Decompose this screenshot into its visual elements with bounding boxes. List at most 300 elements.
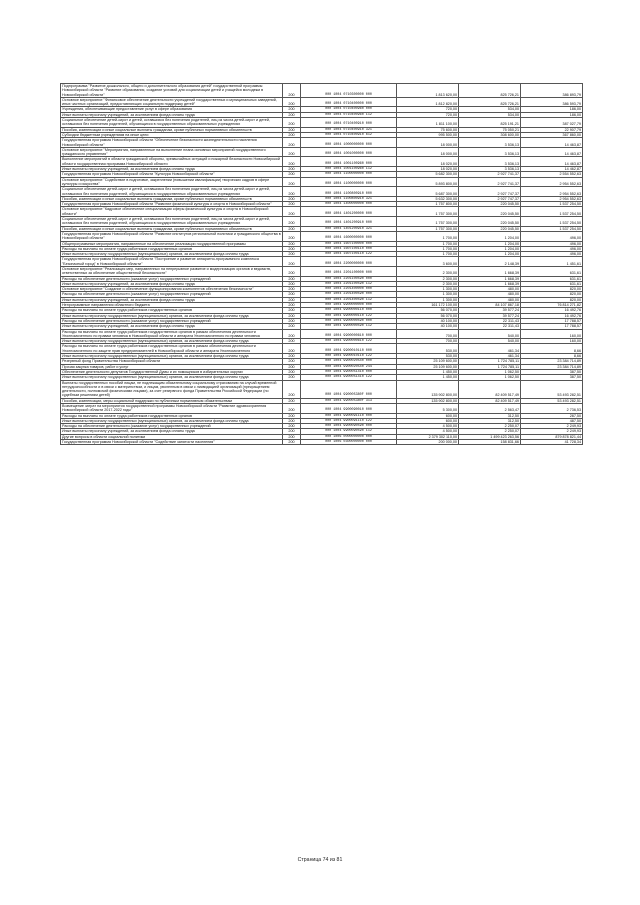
cell-grbs-code: 200 bbox=[283, 177, 301, 187]
cell-name: Подпрограмма "Развитие дошкольного, общего и дополнительного образования детей" государственной программы Новосибирской области "Развитие образования, создание условий для социализации детей и учащейся молодежи в Новосибирской области" bbox=[61, 84, 283, 98]
table-row bbox=[61, 118, 583, 128]
cell-executed: 1 499 423 263,56 bbox=[459, 434, 521, 439]
cell-approved: 4 500,00 bbox=[397, 424, 459, 429]
cell-budget-code: 000 1004 9900000110 000 bbox=[301, 308, 397, 313]
cell-remaining: 1 451,61 bbox=[521, 257, 583, 267]
cell-remaining: 14 463,87 bbox=[521, 157, 583, 167]
cell-budget-code: 000 1004 9900090010 000 bbox=[301, 404, 397, 414]
cell-executed: 220 045,50 bbox=[459, 207, 521, 217]
cell-executed: 1 204,00 bbox=[459, 252, 521, 257]
cell-executed: 2 250,07 bbox=[459, 429, 521, 434]
cell-name: Расходы на обеспечение деятельности (оказание услуг) государственных учреждений bbox=[61, 276, 283, 281]
cell-executed: 461,34 bbox=[459, 344, 521, 354]
cell-name: Выполнение мероприятий в области гражданской обороны, чрезвычайных ситуаций и пожарной безопасности Новосибирской области государственная программа Новосибирской области bbox=[61, 157, 283, 167]
cell-executed: 1 062,50 bbox=[459, 369, 521, 374]
cell-name: Иные выплаты персоналу учреждений, за исключением фонда оплаты труда bbox=[61, 324, 283, 329]
cell-approved: 135 902 800,00 bbox=[397, 380, 459, 398]
cell-executed: 534,00 bbox=[459, 107, 521, 112]
cell-grbs-code: 200 bbox=[283, 196, 301, 201]
cell-approved: 2 300,00 bbox=[397, 281, 459, 286]
cell-executed: 2 927 741,37 bbox=[459, 172, 521, 177]
table-row bbox=[61, 157, 583, 167]
budget-execution-table bbox=[60, 83, 583, 445]
cell-grbs-code: 200 bbox=[283, 167, 301, 172]
cell-name: Иные выплаты персоналу учреждений, за исключением фонда оплаты труда bbox=[61, 167, 283, 172]
cell-budget-code: 000 1004 9900000610 000 bbox=[301, 329, 397, 339]
cell-approved: 3 600,00 bbox=[397, 257, 459, 267]
cell-name: Основное мероприятие "Содействие в подготовке, закреплении (повышении квалификации) творческих кадров в сфере культуры и искусства" bbox=[61, 177, 283, 187]
cell-name: Основное мероприятие "Финансовое обеспечение деятельности учреждений государственных и муниципальных заведений, иных частных организаций, предоставляющих социальную поддержку детей" bbox=[61, 97, 283, 107]
cell-remaining: 879 878 821,44 bbox=[521, 434, 583, 439]
cell-executed: 75 050,21 bbox=[459, 127, 521, 132]
cell-budget-code: 000 1004 9900091110 000 bbox=[301, 413, 397, 418]
cell-name: Иные выплаты персоналу учреждений, за исключением фонда оплаты труда bbox=[61, 112, 283, 117]
cell-remaining: 631,61 bbox=[521, 266, 583, 276]
cell-budget-code: 000 1004 2201400000 000 bbox=[301, 287, 397, 292]
cell-grbs-code: 200 bbox=[283, 97, 301, 107]
cell-executed: 2 927 747,37 bbox=[459, 187, 521, 197]
cell-budget-code: 000 1004 9900000610 122 bbox=[301, 339, 397, 344]
cell-approved: 1 450,00 bbox=[397, 375, 459, 380]
cell-executed: 1 204,00 bbox=[459, 241, 521, 246]
table-row bbox=[61, 207, 583, 217]
cell-remaining: 1 537 254,50 bbox=[521, 202, 583, 207]
cell-approved: 25 109 600,00 bbox=[397, 359, 459, 364]
cell-approved: 18 000,00 bbox=[397, 138, 459, 148]
cell-grbs-code: 200 bbox=[283, 369, 301, 374]
cell-name: Расходы на обеспечение деятельности (оказание услуг) государственных учреждений bbox=[61, 292, 283, 297]
cell-remaining: 287,50 bbox=[521, 413, 583, 418]
cell-grbs-code: 200 bbox=[283, 318, 301, 323]
cell-budget-code: 000 1004 1401200910 321 bbox=[301, 226, 397, 231]
cell-budget-code: 000 1004 9900000590 112 bbox=[301, 324, 397, 329]
cell-grbs-code: 200 bbox=[283, 276, 301, 281]
cell-grbs-code: 200 bbox=[283, 127, 301, 132]
cell-remaining: 386 593,79 bbox=[521, 97, 583, 107]
cell-name: Непрограммные направления областного бюджета bbox=[61, 303, 283, 308]
cell-name: Государственная программа Новосибирской области "Построение и развитие аппаратно-программного комплекса "Безопасный город" в Новосибирской области" bbox=[61, 257, 283, 267]
table-row bbox=[61, 266, 583, 276]
cell-name: Государственная программа Новосибирской области "Обеспечение безопасности жизнедеятельности населения Новосибирской области" bbox=[61, 138, 283, 148]
cell-remaining: 1 537 254,50 bbox=[521, 217, 583, 227]
cell-executed: 220 045,50 bbox=[459, 217, 521, 227]
cell-budget-code: 000 1004 2201100590 112 bbox=[301, 281, 397, 286]
cell-remaining: 1 537 254,50 bbox=[521, 207, 583, 217]
cell-approved: 4 500,00 bbox=[397, 429, 459, 434]
cell-executed: 480,00 bbox=[459, 287, 521, 292]
cell-name: Расходы на выплаты по оплате труда работников государственных органов bbox=[61, 246, 283, 251]
cell-remaining: 2 954 552,63 bbox=[521, 196, 583, 201]
cell-budget-code: 000 1004 9900010110 122 bbox=[301, 354, 397, 359]
cell-approved: 1 757 300,00 bbox=[397, 226, 459, 231]
cell-approved: 1 300,00 bbox=[397, 292, 459, 297]
cell-remaining: 76 814 271,82 bbox=[521, 303, 583, 308]
cell-name: Расходы на выплаты по оплате труда работников государственных органов в рамках обеспечения деятельности Уполномоченного по защите прав предпринимателей в Новосибирской области и аппарата Уполномоченного bbox=[61, 344, 283, 354]
cell-remaining: 186,00 bbox=[521, 107, 583, 112]
cell-remaining: 496,00 bbox=[521, 252, 583, 257]
table-row bbox=[61, 344, 583, 354]
cell-executed: 84 107 867,18 bbox=[459, 303, 521, 308]
cell-grbs-code: 200 bbox=[283, 252, 301, 257]
cell-budget-code: 000 1004 1001000000 000 bbox=[301, 147, 397, 157]
cell-remaining: 2 554 552,63 bbox=[521, 172, 583, 177]
cell-grbs-code: 200 bbox=[283, 434, 301, 439]
cell-name: Социальное обеспечение детей-сирот и детей, оставшихся без попечения родителей, лиц из числа детей-сирот и детей, оставшихся без попечения родителей, обучающихся в государственных образовательных учреждениях bbox=[61, 217, 283, 227]
table-row bbox=[61, 217, 583, 227]
cell-executed: 480,00 bbox=[459, 297, 521, 302]
cell-budget-code: 000 1004 9900090590 112 bbox=[301, 429, 397, 434]
cell-approved: 2 300,00 bbox=[397, 266, 459, 276]
cell-name: Возмещение затрат на мероприятия государственной программы Новосибирской области "Развитие здравоохранения Новосибирской области 2017-2022 годы" bbox=[61, 404, 283, 414]
cell-remaining: 386 893,79 bbox=[521, 84, 583, 98]
cell-budget-code: 000 1006 0000000000 000 bbox=[301, 434, 397, 439]
cell-approved: 18 020,00 bbox=[397, 157, 459, 167]
cell-remaining: 17 788,57 bbox=[521, 324, 583, 329]
cell-executed: 825 726,21 bbox=[459, 84, 521, 98]
cell-approved: 5 300,00 bbox=[397, 404, 459, 414]
cell-approved: 1 757 800,00 bbox=[397, 202, 459, 207]
cell-name: Иные выплаты персоналу государственных (муниципальных) органов, за исключением фонда оплаты труда bbox=[61, 339, 283, 344]
cell-remaining: 23 384 714,89 bbox=[521, 364, 583, 369]
cell-grbs-code: 200 bbox=[283, 292, 301, 297]
cell-grbs-code: 200 bbox=[283, 303, 301, 308]
cell-executed: 1 668,39 bbox=[459, 276, 521, 281]
cell-executed: 2 927 747,37 bbox=[459, 196, 521, 201]
cell-budget-code: 000 1004 9900020540 244 bbox=[301, 364, 397, 369]
cell-remaining: 496,00 bbox=[521, 246, 583, 251]
table-body bbox=[61, 84, 583, 445]
cell-executed: 82 409 517,49 bbox=[459, 380, 521, 398]
table-row bbox=[61, 138, 583, 148]
cell-name: Другие вопросы в области социальной политики bbox=[61, 434, 283, 439]
cell-budget-code: 000 1004 0710400000 000 bbox=[301, 97, 397, 107]
cell-approved: 1 757 300,00 bbox=[397, 207, 459, 217]
cell-remaining: 14 463,87 bbox=[521, 138, 583, 148]
cell-grbs-code: 200 bbox=[283, 281, 301, 286]
cell-executed: 3 536,13 bbox=[459, 147, 521, 157]
cell-name: Пособия, компенсации и иные социальные выплаты гражданам, кроме публичных нормативных обязательств bbox=[61, 226, 283, 231]
table-row bbox=[61, 97, 583, 107]
cell-approved: 1 812 820,00 bbox=[397, 97, 459, 107]
cell-executed: 39 577,24 bbox=[459, 313, 521, 318]
cell-approved: 1 700,00 bbox=[397, 252, 459, 257]
cell-approved: 18 020,00 bbox=[397, 167, 459, 172]
cell-name: Социальное обеспечение детей-сирот и детей, оставшихся без попечения родителей, лиц из числа детей-сирот и детей, оставшихся без попечения родителей, обучающихся в государственных образовательных учреждениях bbox=[61, 118, 283, 128]
cell-remaining: 14 462,87 bbox=[521, 167, 583, 172]
cell-grbs-code: 200 bbox=[283, 231, 301, 241]
cell-name: Иные выплаты персоналу государственных (муниципальных) органов, за исключением фонда оплаты труда bbox=[61, 354, 283, 359]
cell-grbs-code: 200 bbox=[283, 132, 301, 137]
cell-approved: 1 700,00 bbox=[397, 231, 459, 241]
cell-budget-code: 000 1004 9900000000 000 bbox=[301, 303, 397, 308]
cell-remaining: 631,61 bbox=[521, 276, 583, 281]
cell-executed: 825 191,21 bbox=[459, 118, 521, 128]
cell-remaining: 387 027,79 bbox=[521, 118, 583, 128]
table-row bbox=[61, 329, 583, 339]
cell-budget-code: 000 1004 990005380F 313 bbox=[301, 398, 397, 403]
cell-budget-code: 000 1004 0710400910 612 bbox=[301, 132, 397, 137]
cell-remaining: 23 384 714,89 bbox=[521, 359, 583, 364]
cell-grbs-code: 200 bbox=[283, 157, 301, 167]
cell-approved: 5 687 300,00 bbox=[397, 187, 459, 197]
cell-grbs-code: 200 bbox=[283, 187, 301, 197]
cell-name: Пособия, компенсации и иные социальные выплаты гражданам, кроме публичных нормативных обязательств bbox=[61, 127, 283, 132]
cell-budget-code: 000 1004 2200000000 000 bbox=[301, 257, 397, 267]
cell-approved: 5 632 300,00 bbox=[397, 196, 459, 201]
cell-approved: 1 757 300,00 bbox=[397, 217, 459, 227]
table-row bbox=[61, 257, 583, 267]
cell-executed: 158 831,66 bbox=[459, 440, 521, 445]
cell-grbs-code: 200 bbox=[283, 413, 301, 418]
cell-remaining: 820,00 bbox=[521, 292, 583, 297]
cell-executed: 312,50 bbox=[459, 413, 521, 418]
cell-remaining: 820,00 bbox=[521, 287, 583, 292]
cell-remaining: 820,00 bbox=[521, 297, 583, 302]
cell-executed: 540,00 bbox=[459, 329, 521, 339]
cell-approved: 2 300,00 bbox=[397, 276, 459, 281]
cell-budget-code: 000 1004 0710300000 000 bbox=[301, 84, 397, 98]
cell-name: Иные выплаты персоналу государственных (муниципальных) органов, за исключением фонда оплаты труда bbox=[61, 252, 283, 257]
cell-executed: 308 600,00 bbox=[459, 132, 521, 137]
cell-approved: 720,00 bbox=[397, 107, 459, 112]
cell-grbs-code: 200 bbox=[283, 118, 301, 128]
cell-approved: 1 811 100,00 bbox=[397, 118, 459, 128]
cell-budget-code: 000 1004 0710400960 112 bbox=[301, 112, 397, 117]
cell-grbs-code: 200 bbox=[283, 246, 301, 251]
cell-name: Государственная программа Новосибирской области "Развитие институтов региональной политики и гражданского общества в Новосибирской области" bbox=[62, 231, 281, 241]
cell-budget-code: 000 1004 2201400590 000 bbox=[301, 292, 397, 297]
cell-executed: 22 311,43 bbox=[459, 324, 521, 329]
cell-remaining: 41 728,34 bbox=[521, 440, 583, 445]
table-row bbox=[61, 231, 583, 241]
cell-budget-code: 000 1004 1607100000 000 bbox=[301, 241, 397, 246]
cell-approved: 700,00 bbox=[397, 339, 459, 344]
cell-approved: 530,00 bbox=[397, 344, 459, 354]
cell-remaining: 16 492,76 bbox=[521, 308, 583, 313]
cell-approved: 75 600,00 bbox=[397, 127, 459, 132]
cell-grbs-code: 200 bbox=[283, 112, 301, 117]
cell-grbs-code: 200 bbox=[283, 364, 301, 369]
cell-name: Иные выплаты персоналу государственных (муниципальных) органов, за исключением фонда оплаты труда bbox=[61, 375, 283, 380]
cell-budget-code: 000 1004 1000000000 000 bbox=[301, 138, 397, 148]
cell-budget-code: 000 1004 9900010110 000 bbox=[301, 344, 397, 354]
cell-approved: 700,00 bbox=[397, 329, 459, 339]
cell-name: Основное мероприятие "Мероприятия, направленные на выполнение плана основных мероприятий государственного гражданского управления" bbox=[61, 147, 283, 157]
cell-grbs-code: 200 bbox=[283, 257, 301, 267]
cell-grbs-code: 200 bbox=[283, 404, 301, 414]
cell-grbs-code: 200 bbox=[283, 241, 301, 246]
cell-name: Государственная программа Новосибирской области "Культура Новосибирской области" bbox=[61, 172, 283, 177]
cell-remaining: 53 493 282,51 bbox=[521, 398, 583, 403]
cell-budget-code: 000 1004 1607100110 000 bbox=[301, 246, 397, 251]
cell-budget-code: 000 1004 1600000000 000 bbox=[301, 231, 397, 241]
cell-approved: 56 070,00 bbox=[397, 308, 459, 313]
cell-budget-code: 000 1004 1400000000 000 bbox=[301, 202, 397, 207]
cell-grbs-code: 200 bbox=[283, 398, 301, 403]
cell-executed: 312,50 bbox=[459, 418, 521, 423]
cell-grbs-code: 200 bbox=[283, 440, 301, 445]
cell-name: Социальное обеспечение детей-сирот и детей, оставшихся без попечения родителей, лиц из числа детей-сирот и детей, оставшихся без попечения родителей, обучающихся в государственных образовательных учреждениях bbox=[61, 187, 283, 197]
cell-name: Иные выплаты персоналу учреждений, за исключением фонда оплаты труда bbox=[61, 281, 283, 286]
cell-approved: 1 300,00 bbox=[397, 297, 459, 302]
cell-remaining: 2 249,93 bbox=[521, 424, 583, 429]
cell-budget-code: 000 1004 1401200000 000 bbox=[301, 207, 397, 217]
cell-remaining: 2 954 552,63 bbox=[521, 177, 583, 187]
cell-budget-code: 000 1004 1001100960 112 bbox=[301, 167, 397, 172]
cell-grbs-code: 200 bbox=[283, 172, 301, 177]
cell-name: Расходы на выплаты по оплате труда работников государственных органов bbox=[61, 413, 283, 418]
cell-budget-code: 000 1004 9900091110 122 bbox=[301, 418, 397, 423]
cell-executed: 220 045,50 bbox=[459, 202, 521, 207]
cell-executed: 461,34 bbox=[459, 354, 521, 359]
cell-remaining: 2 954 552,63 bbox=[521, 187, 583, 197]
cell-executed: 480,00 bbox=[459, 292, 521, 297]
cell-budget-code: 000 1004 9900090590 000 bbox=[301, 424, 397, 429]
cell-executed: 1 668,39 bbox=[459, 281, 521, 286]
table-row bbox=[61, 380, 583, 398]
cell-approved: 161 172 100,00 bbox=[397, 303, 459, 308]
cell-approved: 1 300,00 bbox=[397, 287, 459, 292]
cell-executed: 82 409 517,49 bbox=[459, 398, 521, 403]
cell-name: Пособия, компенсации, меры социальной поддержки по публичным нормативным обязательствам bbox=[61, 398, 283, 403]
cell-executed: 3 536,13 bbox=[459, 157, 521, 167]
cell-executed: 1 204,00 bbox=[459, 246, 521, 251]
cell-budget-code: 000 1004 1401200910 000 bbox=[301, 217, 397, 227]
cell-approved: 995 500,00 bbox=[397, 132, 459, 137]
cell-name: Общепрограммные мероприятия, направленные на обеспечение реализации государственной программы bbox=[61, 241, 283, 246]
table-row bbox=[61, 187, 583, 197]
cell-budget-code: 000 1004 1100800910 000 bbox=[301, 187, 397, 197]
cell-remaining: 16 492,76 bbox=[521, 313, 583, 318]
page-number: Страница 74 из 81 bbox=[297, 857, 343, 863]
cell-grbs-code: 200 bbox=[283, 217, 301, 227]
cell-name: Резервный фонд Правительства Новосибирской области bbox=[61, 359, 283, 364]
cell-name: Иные выплаты персоналу учреждений, за исключением фонда оплаты труда bbox=[61, 297, 283, 302]
cell-remaining: 8,66 bbox=[521, 354, 583, 359]
cell-grbs-code: 200 bbox=[283, 424, 301, 429]
cell-approved: 40 100,00 bbox=[397, 318, 459, 323]
cell-grbs-code: 200 bbox=[283, 313, 301, 318]
cell-grbs-code: 200 bbox=[283, 375, 301, 380]
cell-grbs-code: 200 bbox=[283, 207, 301, 217]
cell-name: Государственная программа Новосибирской области "Развитие физической культуры и спорта в Новосибирской области" bbox=[61, 202, 283, 207]
cell-remaining: 487,50 bbox=[521, 418, 583, 423]
cell-remaining: 8,66 bbox=[521, 344, 583, 354]
cell-remaining: 496,00 bbox=[521, 231, 583, 241]
cell-remaining: 2 736,53 bbox=[521, 404, 583, 414]
cell-remaining: 631,61 bbox=[521, 281, 583, 286]
cell-grbs-code: 200 bbox=[283, 147, 301, 157]
cell-name: Основное мероприятие "Кадровое обеспечение специализации сферы физической культуры и спорта в Новосибирской области" bbox=[61, 207, 283, 217]
cell-approved: 1 700,00 bbox=[397, 246, 459, 251]
cell-name: Основное мероприятие "Реализация мер, направленных на непрерывное развитие и модернизацию органов и ведомств, ответственных за обеспечение общественной безопасности" bbox=[61, 266, 283, 276]
cell-grbs-code: 200 bbox=[283, 107, 301, 112]
cell-grbs-code: 200 bbox=[283, 418, 301, 423]
cell-grbs-code: 200 bbox=[283, 297, 301, 302]
cell-budget-code: 000 1004 2201100590 000 bbox=[301, 276, 397, 281]
cell-name: Государственная программа Новосибирской области "Содействие занятости населения" bbox=[61, 440, 283, 445]
cell-grbs-code: 200 bbox=[283, 138, 301, 148]
cell-executed: 22 311,43 bbox=[459, 318, 521, 323]
cell-executed: 1 724 785,11 bbox=[459, 359, 521, 364]
cell-remaining: 496,00 bbox=[521, 241, 583, 246]
cell-budget-code: 000 1004 1100000000 000 bbox=[301, 172, 397, 177]
table-row bbox=[61, 84, 583, 98]
cell-grbs-code: 200 bbox=[283, 287, 301, 292]
cell-approved: 2 379 302 110,00 bbox=[397, 434, 459, 439]
cell-executed: 534,00 bbox=[459, 112, 521, 117]
cell-approved: 200 000,00 bbox=[397, 440, 459, 445]
cell-name: Прочая закупка товаров, работ и услуг bbox=[61, 364, 283, 369]
cell-budget-code: 000 1004 1100800910 321 bbox=[301, 196, 397, 201]
cell-budget-code: 000 1004 9900051410 000 bbox=[301, 369, 397, 374]
cell-grbs-code: 200 bbox=[283, 380, 301, 398]
cell-budget-code: 000 1004 2201100000 000 bbox=[301, 266, 397, 276]
cell-executed: 2 927 741,37 bbox=[459, 177, 521, 187]
cell-remaining: 387,50 bbox=[521, 369, 583, 374]
cell-executed: 220 045,50 bbox=[459, 226, 521, 231]
table-row bbox=[61, 404, 583, 414]
cell-approved: 18 000,00 bbox=[397, 147, 459, 157]
cell-name: Учреждения, обеспечивающие предоставление услуг в сфере образования bbox=[61, 107, 283, 112]
cell-budget-code: 000 1004 9900051410 122 bbox=[301, 375, 397, 380]
cell-approved: 135 902 800,00 bbox=[397, 398, 459, 403]
cell-grbs-code: 200 bbox=[283, 329, 301, 339]
cell-remaining: 1 537 254,50 bbox=[521, 226, 583, 231]
cell-executed: 825 726,21 bbox=[459, 97, 521, 107]
cell-grbs-code: 200 bbox=[283, 359, 301, 364]
cell-name: Обеспечение деятельности депутатов Государственной Думы и их помощников в избирательных округах bbox=[61, 369, 283, 374]
cell-name: Расходы на выплаты по оплате труда работников государственных органов bbox=[61, 308, 283, 313]
cell-name: Пособия, компенсации и иные социальные выплаты гражданам, кроме публичных нормативных обязательств bbox=[61, 196, 283, 201]
cell-name: Расходы на обеспечение деятельности (оказание услуг) государственных учреждений bbox=[61, 318, 283, 323]
cell-approved: 40 100,00 bbox=[397, 324, 459, 329]
cell-executed: 540,00 bbox=[459, 339, 521, 344]
cell-grbs-code: 200 bbox=[283, 324, 301, 329]
cell-budget-code: 000 1004 0710400910 321 bbox=[301, 127, 397, 132]
cell-executed: 39 577,24 bbox=[459, 308, 521, 313]
cell-grbs-code: 200 bbox=[283, 354, 301, 359]
table-row bbox=[61, 177, 583, 187]
cell-budget-code: 000 1004 0710400910 000 bbox=[301, 118, 397, 128]
cell-name: Иные выплаты персоналу государственных (муниципальных) органов, за исключением фонда оплаты труда bbox=[61, 313, 283, 318]
cell-name: Субсидии бюджетным учреждениям на иные цели bbox=[61, 132, 283, 137]
cell-remaining: 22 907,79 bbox=[521, 127, 583, 132]
table-row bbox=[61, 147, 583, 157]
cell-remaining: 2 249,93 bbox=[521, 429, 583, 434]
cell-grbs-code: 200 bbox=[283, 344, 301, 354]
cell-remaining: 17 788,57 bbox=[521, 318, 583, 323]
cell-grbs-code: 200 bbox=[283, 339, 301, 344]
cell-approved: 25 109 600,00 bbox=[397, 364, 459, 369]
cell-grbs-code: 200 bbox=[283, 84, 301, 98]
cell-remaining: 53 493 282,51 bbox=[521, 380, 583, 398]
cell-executed: 1 062,50 bbox=[459, 375, 521, 380]
cell-remaining: 14 463,87 bbox=[521, 147, 583, 157]
cell-name: Иные выплаты персоналу государственных (муниципальных) органов, за исключением фонда оплаты труда bbox=[61, 418, 283, 423]
budget-table-sheet bbox=[60, 83, 582, 445]
cell-approved: 56 070,00 bbox=[397, 313, 459, 318]
cell-budget-code: 000 1004 2201400590 112 bbox=[301, 297, 397, 302]
cell-executed: 3 536,13 bbox=[459, 167, 521, 172]
cell-name: Основное мероприятие "Создание и обеспечение функционирования компонентов обеспечения безопасности" bbox=[61, 287, 283, 292]
cell-remaining: 186,00 bbox=[521, 112, 583, 117]
cell-budget-code: 000 1004 9900020540 000 bbox=[301, 359, 397, 364]
cell-executed: 2 148,39 bbox=[459, 257, 521, 267]
cell-name: Выплаты государственных пособий лицам, не подлежащим обязательному социальному страхованию на случай временной нетрудоспособности и в связи с материнством, и лицам, уволенным в связи с ликвидацией организаций (прекращением деятельности, полномочий физическими лицами), за счет резервного фонда Правительства Российской Федерации (по судебным решениям детей) bbox=[61, 380, 283, 398]
cell-budget-code: 000 1004 990005380F 000 bbox=[301, 380, 397, 398]
cell-budget-code: 000 1004 9900000590 000 bbox=[301, 318, 397, 323]
